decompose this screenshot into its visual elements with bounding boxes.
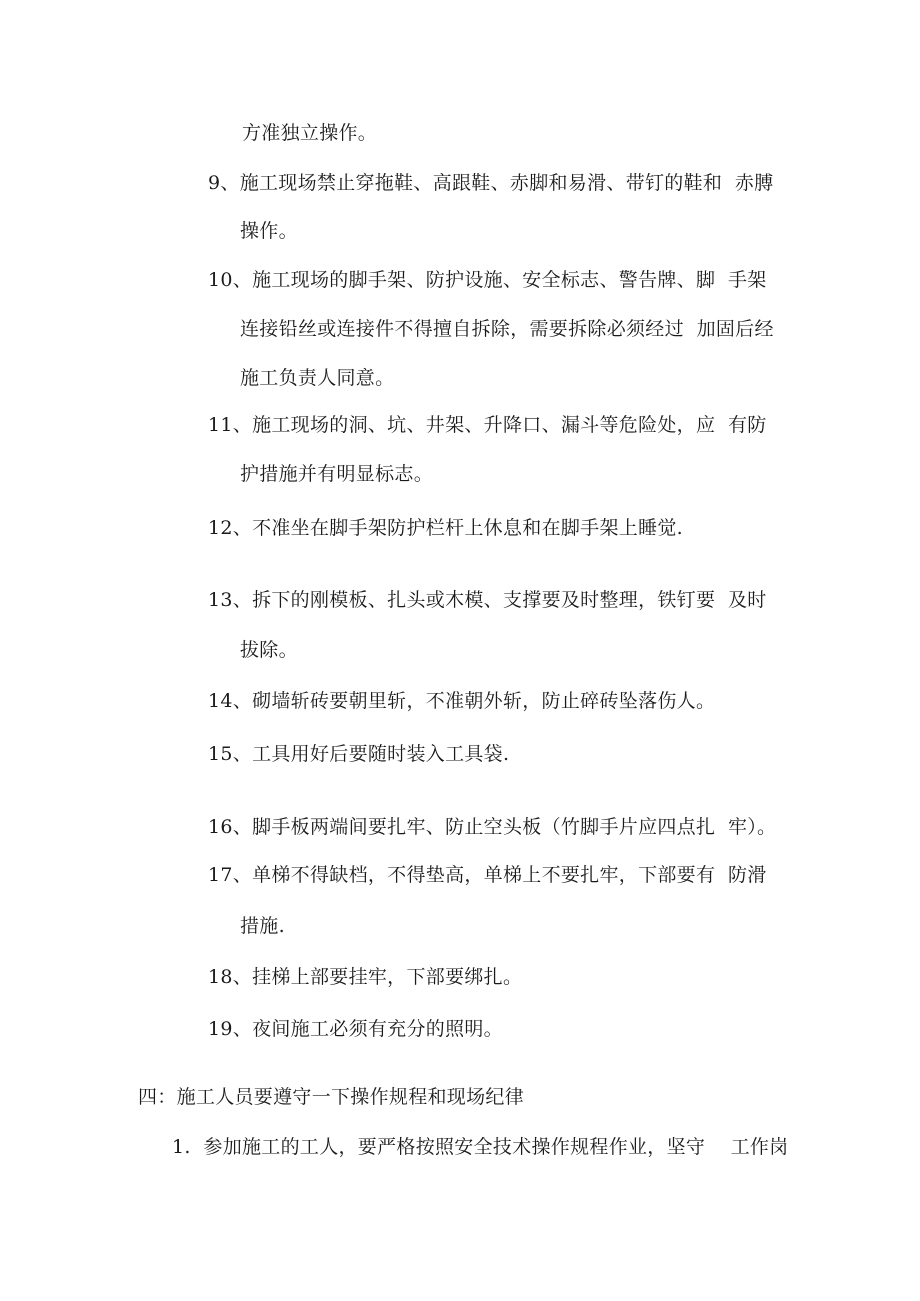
text-line: 措施. — [240, 915, 285, 937]
list-item-1: 1. 参加施工的工人，要严格按照安全技术操作规程作业，坚守 工作岗 — [172, 1136, 789, 1158]
text-line: 拔除。 — [240, 639, 298, 661]
list-item-18: 18、挂梯上部要挂牢，下部要绑扎。 — [208, 966, 523, 988]
list-item-10: 10、施工现场的脚手架、防护设施、安全标志、警告牌、脚 手架 — [208, 269, 767, 291]
text-line: 连接铅丝或连接件不得擅自拆除，需要拆除必须经过 加固后经 — [240, 318, 774, 340]
list-item-15: 15、工具用好后要随时装入工具袋. — [208, 743, 510, 765]
list-item-16: 16、脚手板两端间要扎牢、防止空头板（竹脚手片应四点扎 牢）。 — [208, 816, 777, 838]
list-item-13: 13、拆下的刚模板、扎头或木模、支撑要及时整理，铁钉要 及时 — [208, 589, 767, 611]
list-item-14: 14、砌墙斩砖要朝里斩，不准朝外斩，防止碎砖坠落伤人。 — [208, 690, 716, 712]
list-item-11: 11、施工现场的洞、坑、井架、升降口、漏斗等危险处，应 有防 — [208, 414, 767, 436]
section-heading: 四：施工人员要遵守一下操作规程和现场纪律 — [138, 1086, 525, 1108]
list-item-12: 12、不准坐在脚手架防护栏杆上休息和在脚手架上睡觉. — [208, 517, 684, 539]
text-line: 操作。 — [240, 220, 298, 242]
list-item-9: 9、施工现场禁止穿拖鞋、高跟鞋、赤脚和易滑、带钉的鞋和 赤膊 — [208, 172, 774, 194]
list-item-17: 17、单梯不得缺档，不得垫高，单梯上不要扎牢，下部要有 防滑 — [208, 864, 767, 886]
text-line: 护措施并有明显标志。 — [240, 463, 434, 485]
text-line: 方准独立操作。 — [242, 122, 378, 144]
text-line: 施工负责人同意。 — [240, 367, 395, 389]
list-item-19: 19、夜间施工必须有充分的照明。 — [208, 1018, 503, 1040]
